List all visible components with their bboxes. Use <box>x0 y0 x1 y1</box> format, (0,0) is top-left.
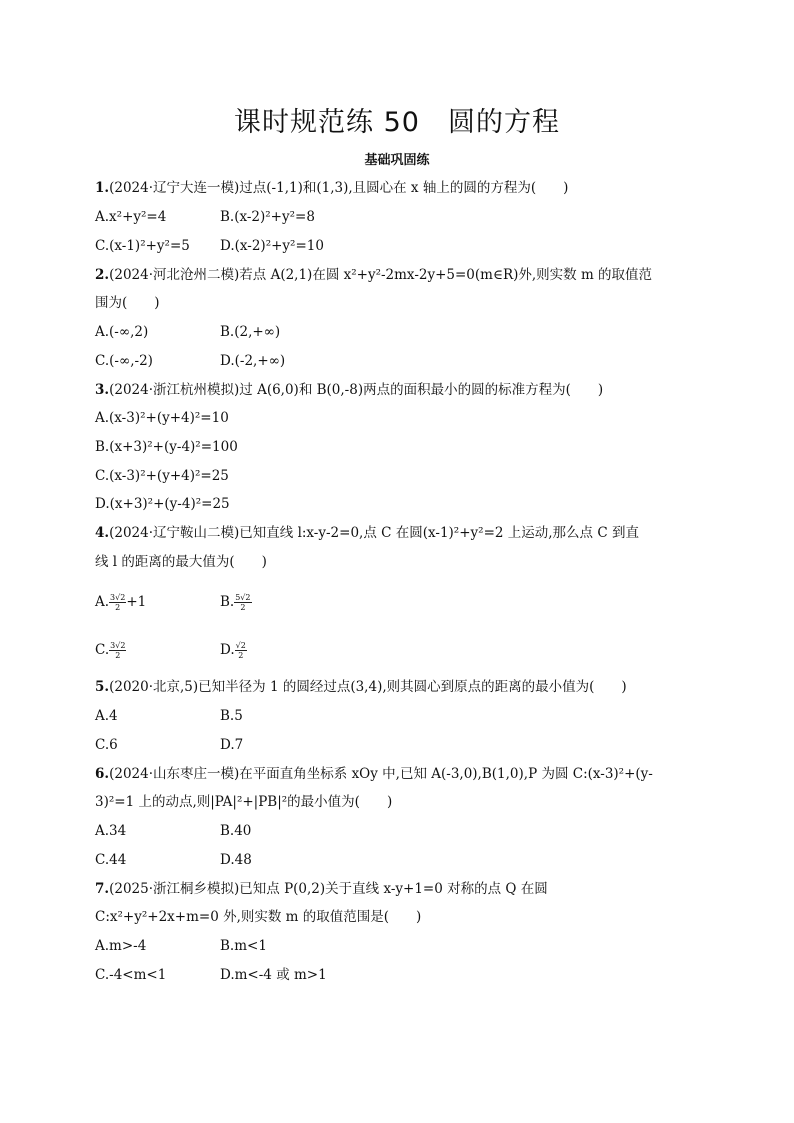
question-7-option-a: A.m>-4 <box>95 938 147 954</box>
question-6-option-d: D.48 <box>220 852 252 868</box>
question-5-line-1 <box>95 677 627 697</box>
question-5-number: 5. <box>95 679 110 695</box>
question-4-stem: (2024·辽宁鞍山二模)已知直线 l:x-y-2=0,点 C 在圆(x-1)²+y²=2 上运动,那么点 C 到直 <box>109 525 639 541</box>
question-2-option-c: C.(-∞,-2) <box>95 353 153 369</box>
question-2-option-d: D.(-2,+∞) <box>220 353 286 369</box>
question-1-line-1 <box>95 178 568 198</box>
question-3-option-b: B.(x+3)²+(y-4)²=100 <box>95 439 238 455</box>
question-3-line-1 <box>95 380 603 400</box>
question-5-stem: (2020·北京,5)已知半径为 1 的圆经过点(3,4),则其圆心到原点的距离的最小值为( ) <box>109 679 627 695</box>
question-1-option-a: A.x²+y²=4 <box>95 209 167 225</box>
fraction: $\frac{3√2}{2}$ <box>110 641 126 660</box>
question-2-option-b: B.(2,+∞) <box>220 324 281 340</box>
question-4-option-d: D. $\frac{√2}{2}$ <box>220 641 246 660</box>
question-7-option-d: D.m<-4 或 m>1 <box>220 967 327 983</box>
question-7-number: 7. <box>95 881 110 897</box>
question-3-stem: (2024·浙江杭州模拟)过 A(6,0)和 B(0,-8)两点的面积最小的圆的标准方程为( ) <box>109 382 604 398</box>
question-6-stem: (2024·山东枣庄一模)在平面直角坐标系 xOy 中,已知 A(-3,0),B(1,0),P 为圆 C:(x-3)²+(y- <box>109 766 653 782</box>
question-2-option-a: A.(-∞,2) <box>95 324 149 340</box>
question-6-option-c: C.44 <box>95 852 127 868</box>
question-7-option-b: B.m<1 <box>220 938 267 954</box>
question-5-option-a: A.4 <box>95 708 118 724</box>
question-7-stem: (2025·浙江桐乡模拟)已知点 P(0,2)关于直线 x-y+1=0 对称的点 Q 在圆 <box>109 881 548 897</box>
question-7-line-2: C:x²+y²+2x+m=0 外,则实数 m 的取值范围是( ) <box>95 909 422 925</box>
question-1-option-b: B.(x-2)²+y²=8 <box>220 209 315 225</box>
question-1-option-d: D.(x-2)²+y²=10 <box>220 238 324 254</box>
question-3-option-d: D.(x+3)²+(y-4)²=25 <box>95 496 230 512</box>
question-2-line-2: 围为( ) <box>95 295 160 311</box>
page-title: 课时规范练 50 圆的方程 <box>234 107 560 138</box>
question-2-stem: (2024·河北沧州二模)若点 A(2,1)在圆 x²+y²-2mx-2y+5=0(m∈R)外,则实数 m 的取值范 <box>109 267 653 283</box>
question-6-line-1 <box>95 764 653 784</box>
question-4-option-b: B. $\frac{5√2}{2}$ <box>220 593 251 612</box>
question-5-option-c: C.6 <box>95 737 118 753</box>
fraction: $\frac{3√2}{2}$ <box>110 593 126 612</box>
fraction: $\frac{5√2}{2}$ <box>235 593 251 612</box>
section-subtitle: 基础巩固练 <box>364 153 430 168</box>
fraction: $\frac{√2}{2}$ <box>235 641 246 660</box>
question-7-option-c: C.-4<m<1 <box>95 967 167 983</box>
question-1-number: 1. <box>95 180 110 196</box>
question-4-line-2: 线 l 的距离的最大值为( ) <box>95 554 267 570</box>
question-5-option-b: B.5 <box>220 708 243 724</box>
question-6-option-b: B.40 <box>220 823 252 839</box>
question-6-line-2: 3)²=1 上的动点,则|PA|²+|PB|²的最小值为( ) <box>95 794 393 810</box>
question-3-number: 3. <box>95 382 110 398</box>
question-5-option-d: D.7 <box>220 737 244 753</box>
question-6-number: 6. <box>95 766 110 782</box>
question-6-option-a: A.34 <box>95 823 127 839</box>
question-1-stem: (2024·辽宁大连一模)过点(-1,1)和(1,3),且圆心在 x 轴上的圆的方程为( ) <box>109 180 569 196</box>
question-2-number: 2. <box>95 267 110 283</box>
question-4-option-a: A. $\frac{3√2}{2}$ +1 <box>95 593 147 612</box>
question-1-option-c: C.(x-1)²+y²=5 <box>95 238 190 254</box>
question-4-line-1 <box>95 523 639 543</box>
question-3-option-a: A.(x-3)²+(y+4)²=10 <box>95 410 229 426</box>
question-3-option-c: C.(x-3)²+(y+4)²=25 <box>95 468 229 484</box>
question-4-option-c: C. $\frac{3√2}{2}$ <box>95 641 126 660</box>
question-2-line-1 <box>95 265 652 285</box>
question-7-line-1 <box>95 879 548 899</box>
question-4-number: 4. <box>95 525 110 541</box>
